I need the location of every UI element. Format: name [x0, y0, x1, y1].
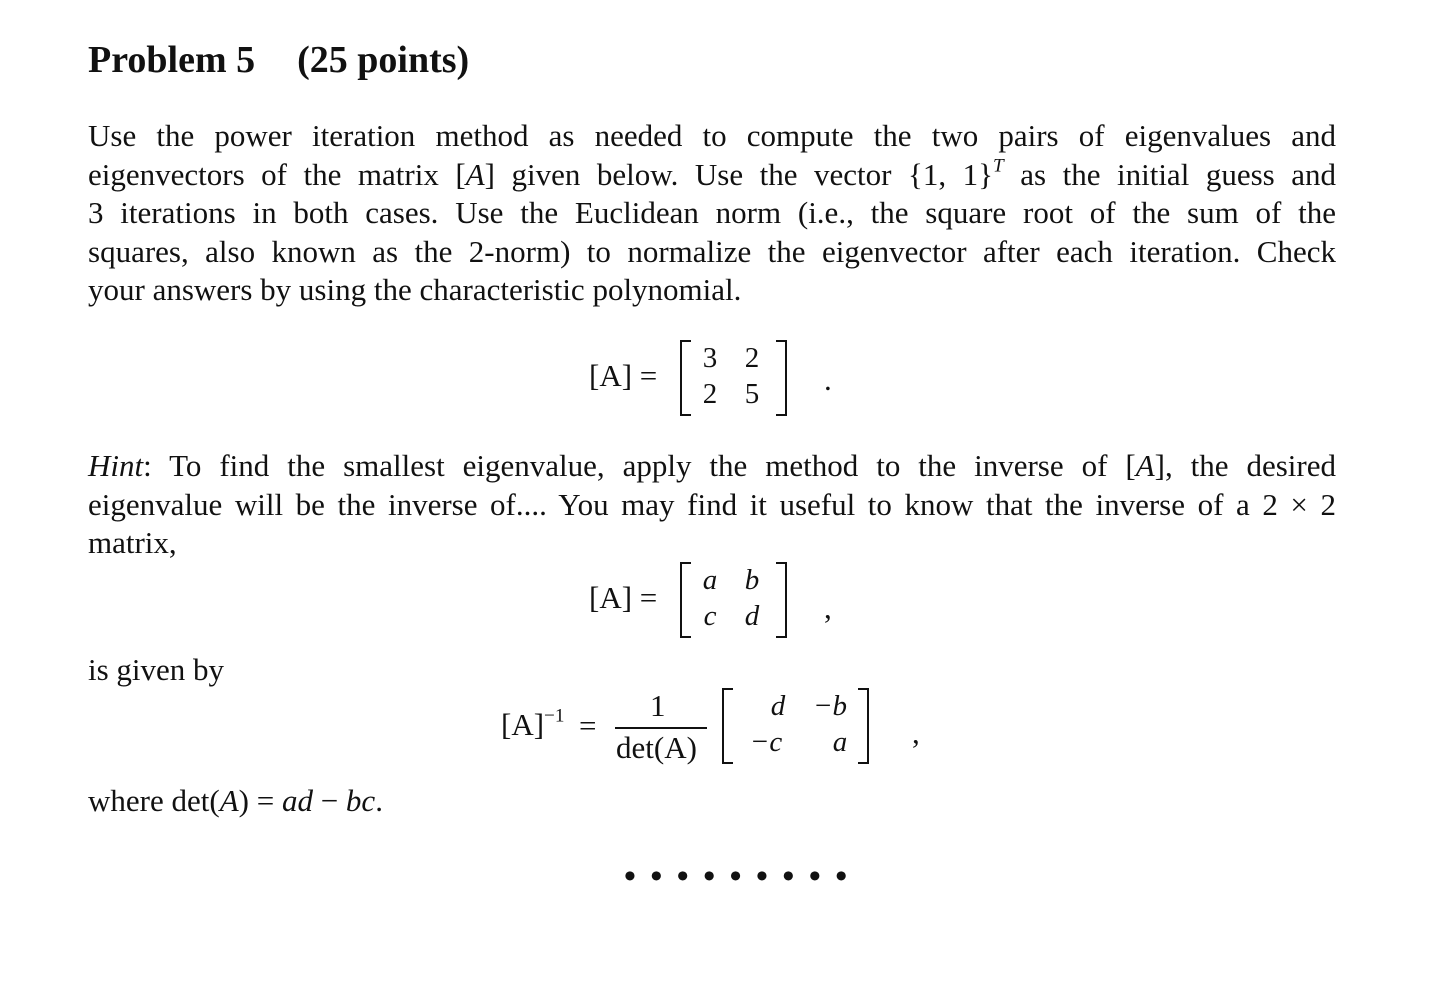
statement-text: eigenvectors of the matrix [: [88, 156, 466, 192]
hint-text: ], the desired: [1154, 448, 1337, 483]
matrix-cell: c: [703, 600, 717, 632]
matrix-cell: a: [702, 564, 718, 596]
hint-line-2: eigenvalue will be the inverse of.... You may find it useful to know that the inverse of a 2 × 2: [88, 486, 1336, 522]
adjugate-matrix: [722, 688, 872, 764]
statement-line-2: [88, 156, 1336, 195]
matrix-a: [680, 340, 790, 416]
matrix-symbol: A: [219, 783, 239, 818]
dotted-separator: • • • • • • • • •: [624, 858, 851, 895]
matrix-cell: d: [770, 690, 786, 722]
matrix-cell: a: [832, 726, 848, 758]
statement-line-1: Use the power iteration method as needed to compute the two pairs of eigenvalues and: [88, 118, 1336, 153]
product-bc: bc: [345, 783, 376, 818]
where-text: ) =: [238, 783, 282, 818]
statement-line-4: squares, also known as the 2-norm) to normalize the eigenvector after each iteration. Check: [88, 233, 1336, 269]
transpose-symbol: T: [993, 155, 1004, 177]
statement-text: ] given below. Use the vector {1, 1}: [484, 156, 994, 192]
determinant-definition: [88, 783, 383, 819]
equation-lhs: [A] =: [589, 358, 658, 393]
matrix-cell: 2: [744, 342, 760, 374]
matrix-cell: b: [744, 564, 760, 596]
right-bracket: [776, 562, 787, 638]
equation-punct: ,: [912, 715, 920, 750]
inverse-lhs: [501, 707, 564, 743]
general-matrix-lhs: [589, 580, 657, 616]
minus-sign: −: [312, 783, 346, 818]
equation-lhs: [A]: [501, 707, 545, 742]
equals-sign: =: [579, 708, 597, 743]
hint-text: : To find the smallest eigenvalue, apply the method to the inverse of [: [143, 448, 1136, 483]
fraction-bar: [615, 727, 707, 729]
matrix-symbol: A: [1135, 448, 1155, 483]
hint-label: Hint: [88, 448, 144, 483]
general-matrix: [680, 562, 790, 638]
statement-line-3: 3 iterations in both cases. Use the Euclidean norm (i.e., the square root of the sum of the: [88, 195, 1336, 230]
right-bracket: [776, 340, 787, 416]
product-ad: ad: [281, 783, 313, 818]
inverse-exponent: −1: [544, 705, 565, 727]
equation-punct: .: [824, 362, 832, 397]
problem-label: Problem 5: [88, 39, 256, 81]
fraction-numerator: 1: [650, 688, 666, 723]
problem-heading: [88, 38, 469, 82]
given-by-text: is given by: [88, 652, 225, 687]
equation-punct: ,: [824, 590, 832, 625]
matrix-cell: 3: [702, 342, 718, 374]
equation-lhs: [A] =: [589, 580, 658, 615]
matrix-symbol: A: [465, 156, 485, 192]
statement-line-5: your answers by using the characteristic polynomial.: [88, 272, 742, 307]
matrix-cell: −b: [812, 690, 848, 722]
problem-points: (25 points): [297, 39, 470, 81]
matrix-a-lhs: [589, 358, 657, 394]
period: .: [375, 783, 383, 818]
matrix-cell: 2: [702, 378, 718, 410]
hint-line-3: matrix,: [88, 525, 177, 560]
hint-line-1: [88, 447, 1336, 486]
right-bracket: [858, 688, 869, 764]
where-text: where det(: [88, 783, 220, 818]
problem-statement: [88, 117, 1336, 310]
matrix-cell: d: [744, 600, 760, 632]
fraction-denominator: det(A): [616, 730, 697, 765]
matrix-cell: 5: [744, 378, 760, 410]
statement-text: as the initial guess and: [1003, 156, 1336, 192]
left-bracket: [722, 688, 733, 764]
matrix-cell: −c: [749, 726, 783, 758]
hint-paragraph: [88, 447, 1336, 563]
